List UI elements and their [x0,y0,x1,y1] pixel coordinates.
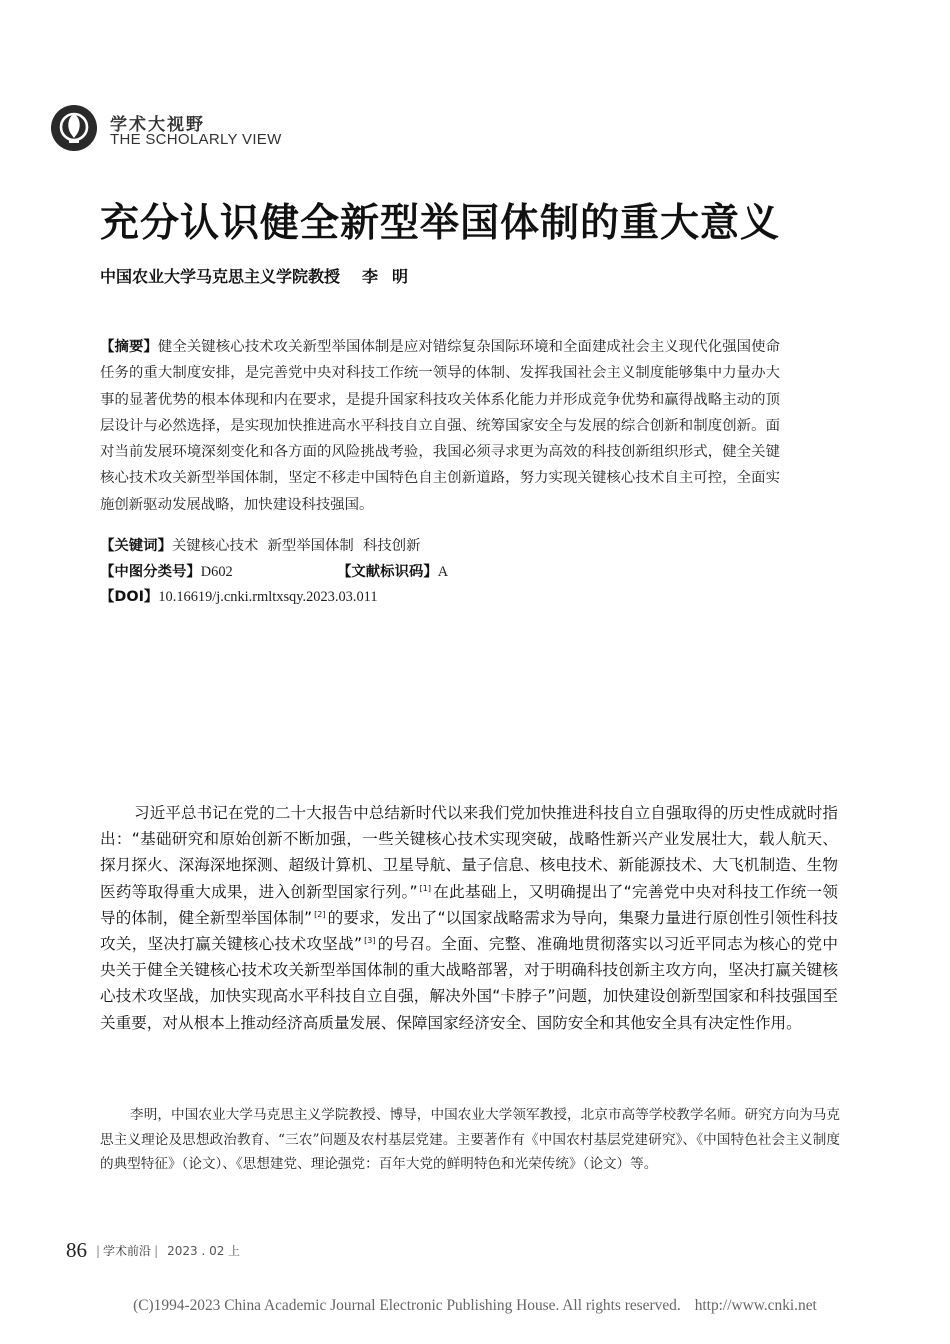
body-text-3: 的要求，发出了“以国家战略需求为导向，集聚力量进行原创性引领性科技攻关，坚决打赢关键核心技术攻坚战” [100,908,838,954]
classification-label: 【中图分类号】 [100,564,201,580]
literature-code-label: 【文献标识码】 [337,564,438,580]
author-bio-text: 李明，中国农业大学马克思主义学院教授、博导，中国农业大学领军教授，北京市高等学校教学名师。研究方向为马克思主义理论及思想政治教育、“三农”问题及农村基层党建。主要著作有《中国农村基层党建研究》、《中国特色社会主义制度的典型特征》（论文）、《思想建党、理论强党：百年大党的鲜明特色和光荣传统》（论文）等。 [100,1107,840,1173]
copyright-text: (C)1994-2023 China Academic Journal Electronic Publishing House. All rights reserved. [133,1297,681,1314]
copyright-line [0,1297,950,1315]
abstract-label: 【摘要】 [100,339,158,355]
body-text-2: 在此基础上，又明确提出了“完善党中央对科技工作统一领导的体制，健全新型举国体制” [100,882,838,927]
journal-name: 学术前沿 [103,1244,152,1258]
doi-label: 【DOI】 [100,589,159,605]
keywords-label: 【关键词】 [100,538,172,554]
reference-2[interactable]: [2] [314,909,326,919]
abstract-text: 健全关键核心技术攻关新型举国体制是应对错综复杂国际环境和全面建成社会主义现代化强国使命任务的重大制度安排，是完善党中央对科技工作统一领导的体制、发挥我国社会主义制度能够集中力量办大事的显著优势的根本体现和内在要求，是提升国家科技攻关体系化能力并形成竞争优势和赢得战略主动的顶层设计与必然选择，是实现加快推进高水平科技自立自强、统筹国家安全与发展的综合创新和制度创新。面对当前发展环境深刻变化和各方面的风险挑战考验，我国必须寻求更为高效的科技创新组织形式，健全关键核心技术攻关新型举国体制，坚定不移走中国特色自主创新道路，努力实现关键核心技术自主可控，全面实施创新驱动发展战略，加快建设科技强国。 [100,339,780,513]
author-bio [100,1103,840,1177]
column-name-en: THE SCHOLARLY VIEW [110,131,282,148]
author-affiliation: 中国农业大学马克思主义学院教授 [100,267,341,286]
author-line [100,264,422,287]
page-number: 86 [66,1238,87,1262]
page-footer: 86 | 学术前沿 | 2023 . 02 上 [66,1238,241,1262]
literature-code-value: A [437,564,449,580]
author-name: 李明 [362,267,423,286]
abstract [100,334,780,518]
doi [100,585,378,606]
doi-value: 10.16619/j.cnki.rmltxsqy.2023.03.011 [158,589,378,605]
scholar-profile-icon [50,104,98,152]
keywords-text: 关键核心技术 新型举国体制 科技创新 [171,538,421,554]
column-name-cn: 学术大视野 [110,115,205,135]
cnki-link[interactable]: http://www.cnki.net [694,1297,817,1314]
body-text-1: 习近平总书记在党的二十大报告中总结新时代以来我们党加快推进科技自立自强取得的历史性成就时指出：“基础研究和原始创新不断加强，一些关键核心技术实现突破，战略性新兴产业发展壮大，载人航天、探月探火、深海深地探测、超级计算机、卫星导航、量子信息、核电技术、新能源技术、大飞机制造、生物医药等取得重大成果，进入创新型国家行列。” [100,804,838,901]
literature-code [337,560,448,581]
reference-1[interactable]: [1] [419,883,431,893]
body-paragraph [100,800,838,1036]
reference-3[interactable]: [3] [364,936,376,946]
keywords [100,534,421,555]
issue-date: 2023 . 02 上 [167,1244,241,1258]
article-title: 充分认识健全新型举国体制的重大意义 [100,200,781,246]
body-text-4: 的号召。全面、完整、准确地贯彻落实以习近平同志为核心的党中央关于健全关键核心技术攻关新型举国体制的重大战略部署，对于明确科技创新主攻方向，坚决打赢关键核心技术攻坚战，加快实现高水平科技自立自强，解决外国“卡脖子”问题，加快建设创新型国家和科技强国至关重要，对从根本上推动经济高质量发展、保障国家经济安全、国防安全和其他安全具有决定性作用。 [100,935,838,1032]
classification [100,560,449,581]
classification-value: D602 [200,564,233,580]
